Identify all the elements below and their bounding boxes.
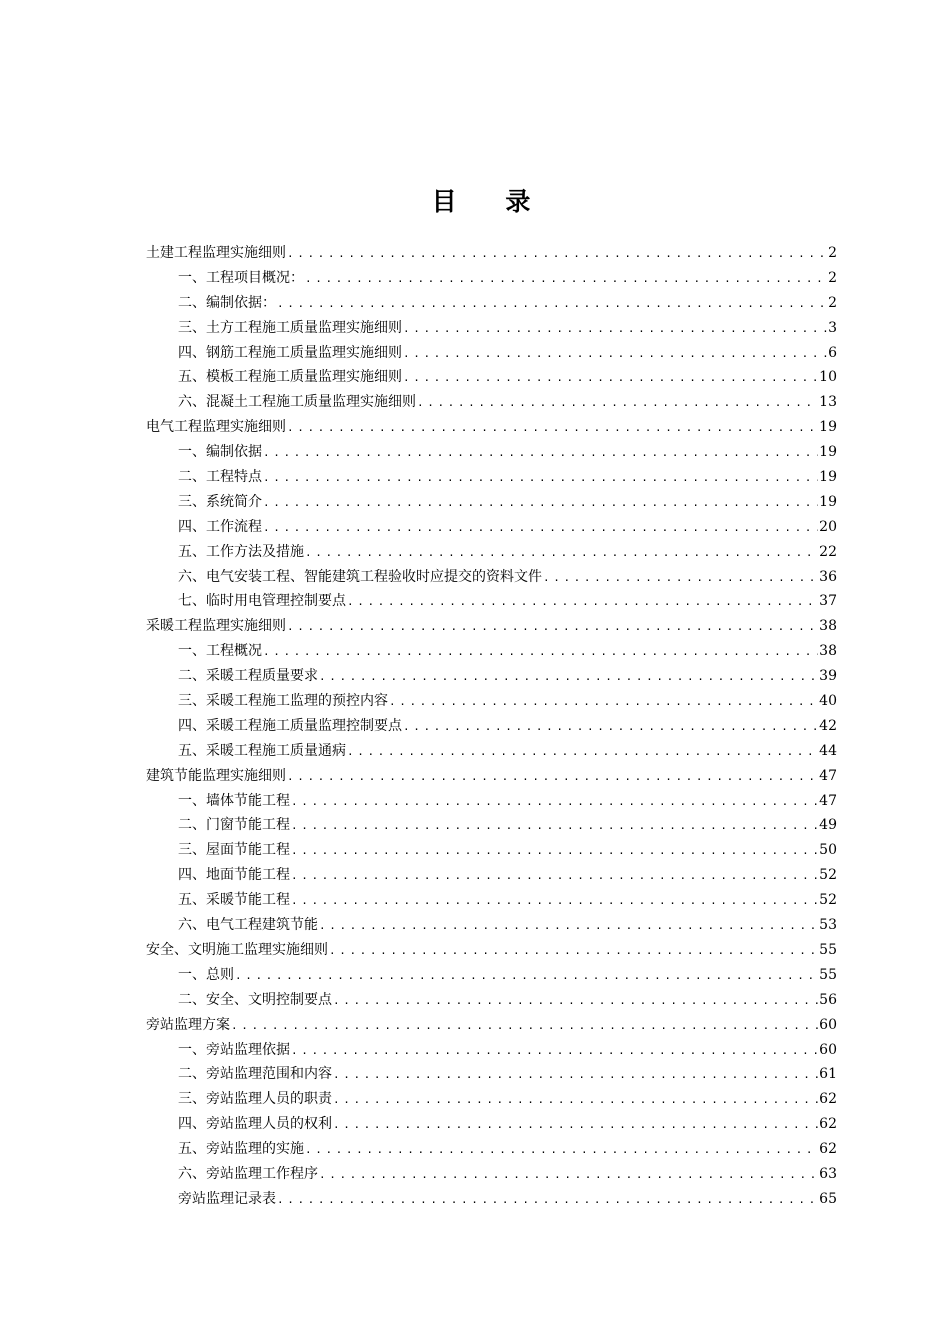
toc-page-number: 55: [819, 966, 837, 983]
toc-dot-leader: [263, 491, 818, 516]
toc-entry-text: 采暖工程监理实施细则: [146, 618, 286, 635]
toc-entry-chapter[interactable]: [146, 241, 837, 266]
toc-entry-section[interactable]: [146, 789, 837, 814]
toc-entry-section[interactable]: [146, 1162, 837, 1187]
toc-entry-text: 五、采暖工程施工质量通病: [178, 742, 346, 759]
toc-entry-text: 三、土方工程施工质量监理实施细则: [178, 319, 402, 336]
toc-entry-section[interactable]: [146, 390, 837, 415]
toc-entry-text: 二、采暖工程质量要求: [178, 668, 318, 685]
toc-dot-leader: [333, 1088, 818, 1113]
toc-entry-text: 二、门窗节能工程: [178, 817, 290, 834]
toc-entry-text: 三、旁站监理人员的职责: [178, 1091, 332, 1108]
toc-entry-text: 一、工程项目概况：: [178, 269, 304, 286]
toc-entry-section[interactable]: [146, 838, 837, 863]
toc-dot-leader: [543, 566, 818, 591]
toc-dot-leader: [319, 665, 818, 690]
toc-dot-leader: [319, 1163, 818, 1188]
toc-entry-chapter[interactable]: [146, 415, 837, 440]
toc-entry-text: 旁站监理记录表: [178, 1190, 276, 1207]
toc-entry-text: 土建工程监理实施细则: [146, 245, 286, 261]
toc-page-number: 38: [819, 618, 837, 635]
toc-entry-section[interactable]: [146, 291, 837, 316]
toc-dot-leader: [291, 790, 818, 815]
toc-dot-leader: [333, 1063, 818, 1088]
toc-dot-leader: [263, 640, 818, 665]
toc-entry-text: 五、旁站监理的实施: [178, 1141, 304, 1158]
toc-entry-section[interactable]: [146, 1137, 837, 1162]
toc-page-number: 40: [819, 693, 837, 710]
toc-dot-leader: [291, 839, 818, 864]
toc-page-number: 36: [819, 568, 837, 585]
toc-page-number: 20: [819, 518, 837, 535]
toc-entry-section[interactable]: [146, 490, 837, 515]
toc-entry-section[interactable]: [146, 1062, 837, 1087]
toc-entry-section[interactable]: [146, 639, 837, 664]
toc-list: [146, 241, 837, 1212]
toc-entry-text: 旁站监理方案: [146, 1016, 230, 1033]
toc-page-number: 65: [819, 1190, 837, 1207]
toc-dot-leader: [403, 366, 818, 391]
toc-entry-section[interactable]: [146, 266, 837, 291]
toc-page-number: 62: [819, 1141, 837, 1158]
toc-entry-text: 二、编制依据：: [178, 294, 276, 311]
toc-dot-leader: [305, 267, 827, 292]
toc-page-number: 6: [828, 344, 837, 361]
toc-dot-leader: [329, 939, 818, 964]
toc-dot-leader: [403, 342, 827, 367]
toc-entry-section[interactable]: [146, 1038, 837, 1063]
toc-entry-section[interactable]: [146, 963, 837, 988]
toc-dot-leader: [291, 864, 818, 889]
toc-page-number: 62: [819, 1116, 837, 1133]
toc-entry-section[interactable]: [146, 565, 837, 590]
toc-entry-section[interactable]: [146, 988, 837, 1013]
toc-dot-leader: [291, 889, 818, 914]
toc-dot-leader: [263, 466, 818, 491]
toc-page-number: 60: [819, 1041, 837, 1058]
toc-page-number: 61: [819, 1066, 837, 1083]
toc-page-number: 52: [819, 867, 837, 884]
toc-entry-text: 一、墙体节能工程: [178, 792, 290, 809]
toc-dot-leader: [333, 989, 818, 1014]
toc-dot-leader: [291, 1039, 818, 1064]
toc-page-number: 50: [819, 842, 837, 859]
toc-page-number: 39: [819, 668, 837, 685]
toc-dot-leader: [291, 814, 818, 839]
toc-entry-text: 六、混凝土工程施工质量监理实施细则: [178, 394, 416, 411]
toc-entry-section[interactable]: [146, 714, 837, 739]
toc-entry-text: 一、工程概况: [178, 643, 262, 660]
toc-dot-leader: [235, 964, 818, 989]
toc-dot-leader: [287, 615, 818, 640]
toc-entry-section[interactable]: [146, 440, 837, 465]
toc-page-number: 47: [819, 767, 837, 784]
toc-entry-text: 六、电气工程建筑节能: [178, 917, 318, 934]
toc-entry-chapter[interactable]: [146, 764, 837, 789]
toc-dot-leader: [347, 590, 818, 615]
toc-title: 目 录: [431, 187, 551, 216]
toc-entry-text: 电气工程监理实施细则: [146, 419, 286, 436]
toc-dot-leader: [305, 541, 818, 566]
toc-entry-text: 三、屋面节能工程: [178, 842, 290, 859]
toc-entry-section[interactable]: [146, 589, 837, 614]
toc-entry-section[interactable]: [146, 739, 837, 764]
toc-dot-leader: [319, 914, 818, 939]
toc-dot-leader: [403, 317, 827, 342]
toc-page-number: 19: [819, 419, 837, 436]
toc-entry-text: 安全、文明施工监理实施细则: [146, 941, 328, 958]
toc-page-number: 55: [819, 941, 837, 958]
toc-page-number: 3: [828, 319, 837, 336]
toc-page-number: 2: [828, 245, 837, 261]
toc-entry-text: 二、安全、文明控制要点: [178, 991, 332, 1008]
toc-entry-text: 一、编制依据: [178, 444, 262, 461]
toc-entry-text: 五、模板工程施工质量监理实施细则: [178, 369, 402, 386]
toc-entry-text: 四、钢筋工程施工质量监理实施细则: [178, 344, 402, 361]
toc-entry-text: 七、临时用电管理控制要点: [178, 593, 346, 610]
toc-entry-section[interactable]: [146, 465, 837, 490]
toc-dot-leader: [333, 1113, 818, 1138]
toc-dot-leader: [277, 1188, 818, 1213]
toc-page-number: 22: [819, 543, 837, 560]
toc-entry-text: 四、采暖工程施工质量监理控制要点: [178, 717, 402, 734]
toc-entry-text: 五、采暖节能工程: [178, 892, 290, 909]
toc-page-number: 2: [828, 294, 837, 311]
toc-entry-text: 三、系统简介: [178, 493, 262, 510]
toc-entry-section[interactable]: [146, 888, 837, 913]
toc-dot-leader: [347, 740, 818, 765]
toc-entry-text: 四、旁站监理人员的权利: [178, 1116, 332, 1133]
toc-entry-section[interactable]: [146, 540, 837, 565]
toc-entry-text: 一、旁站监理依据: [178, 1041, 290, 1058]
toc-entry-section[interactable]: [146, 515, 837, 540]
toc-page-number: 19: [819, 469, 837, 486]
toc-entry-section[interactable]: [146, 1187, 837, 1212]
toc-dot-leader: [417, 391, 818, 416]
toc-entry-section[interactable]: [146, 1087, 837, 1112]
toc-dot-leader: [389, 690, 818, 715]
toc-entry-chapter[interactable]: [146, 1013, 837, 1038]
toc-dot-leader: [263, 516, 818, 541]
toc-dot-leader: [287, 242, 827, 267]
toc-page-number: 53: [819, 917, 837, 934]
toc-page-number: 49: [819, 817, 837, 834]
toc-entry-text: 四、地面节能工程: [178, 867, 290, 884]
toc-entry-text: 六、电气安装工程、智能建筑工程验收时应提交的资料文件: [178, 568, 542, 585]
toc-page-number: 10: [819, 369, 837, 386]
toc-entry-text: 四、工作流程: [178, 518, 262, 535]
toc-entry-text: 二、旁站监理范围和内容: [178, 1066, 332, 1083]
toc-entry-text: 三、采暖工程施工监理的预控内容: [178, 693, 388, 710]
toc-entry-text: 五、工作方法及措施: [178, 543, 304, 560]
toc-page-number: 62: [819, 1091, 837, 1108]
toc-entry-text: 建筑节能监理实施细则: [146, 767, 286, 784]
toc-entry-section[interactable]: [146, 316, 837, 341]
toc-page-number: 56: [819, 991, 837, 1008]
toc-entry-text: 二、工程特点: [178, 469, 262, 486]
toc-page-number: 13: [819, 394, 837, 411]
toc-entry-text: 一、总则: [178, 966, 234, 983]
toc-entry-text: 六、旁站监理工作程序: [178, 1165, 318, 1182]
toc-dot-leader: [231, 1014, 818, 1039]
toc-page-number: 2: [828, 269, 837, 286]
toc-dot-leader: [403, 715, 818, 740]
toc-entry-section[interactable]: [146, 341, 837, 366]
toc-entry-chapter[interactable]: [146, 938, 837, 963]
toc-page-number: 38: [819, 643, 837, 660]
toc-page-number: 63: [819, 1165, 837, 1182]
toc-dot-leader: [277, 292, 827, 317]
toc-dot-leader: [305, 1138, 818, 1163]
toc-entry-section[interactable]: [146, 813, 837, 838]
toc-page-number: 19: [819, 493, 837, 510]
toc-entry-section[interactable]: [146, 689, 837, 714]
toc-entry-section[interactable]: [146, 664, 837, 689]
toc-dot-leader: [287, 765, 818, 790]
toc-entry-section[interactable]: [146, 1112, 837, 1137]
toc-page-number: 60: [819, 1016, 837, 1033]
toc-page-number: 52: [819, 892, 837, 909]
toc-entry-section[interactable]: [146, 863, 837, 888]
toc-entry-section[interactable]: [146, 913, 837, 938]
toc-dot-leader: [287, 416, 818, 441]
toc-page-number: 42: [819, 717, 837, 734]
toc-page-number: 44: [819, 742, 837, 759]
toc-page-number: 47: [819, 792, 837, 809]
toc-page-number: 37: [819, 593, 837, 610]
toc-entry-section[interactable]: [146, 365, 837, 390]
toc-entry-chapter[interactable]: [146, 614, 837, 639]
toc-dot-leader: [263, 441, 818, 466]
toc-page-number: 19: [819, 444, 837, 461]
